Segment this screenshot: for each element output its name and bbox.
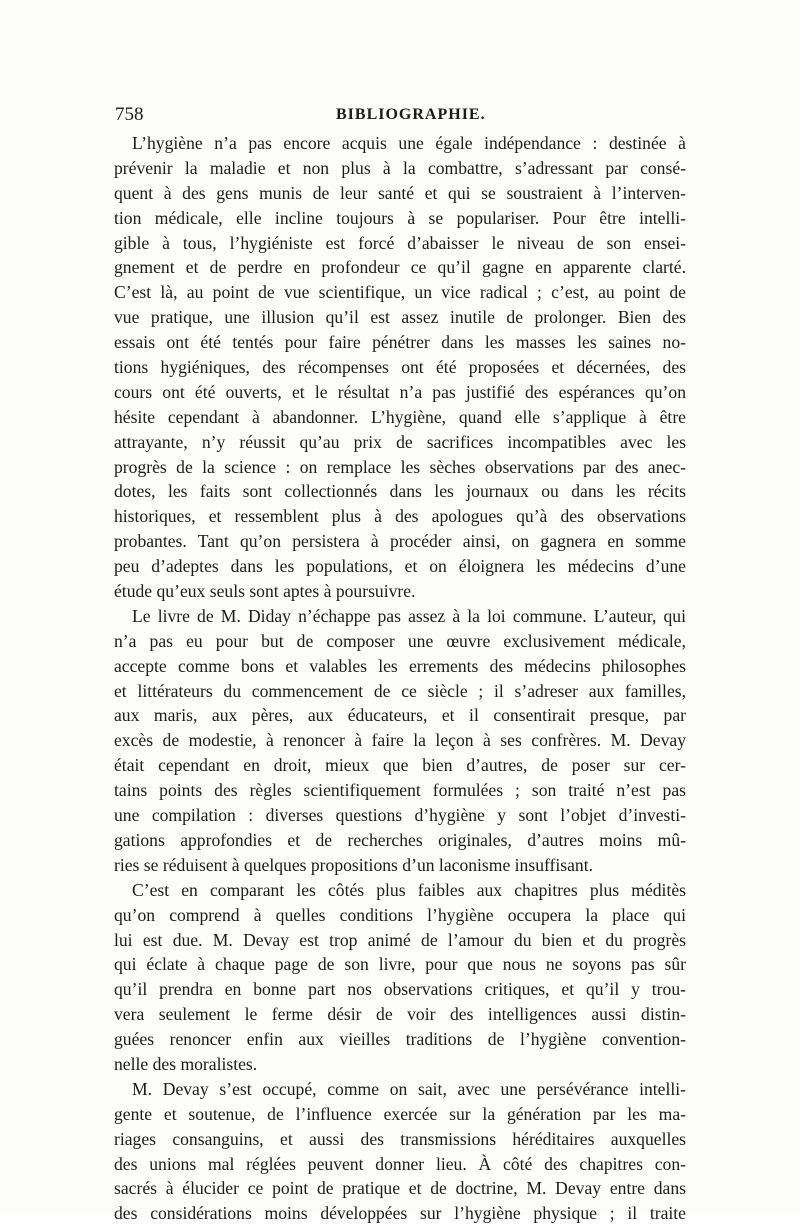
text-line: accepte comme bons et valables les errements des médecins philosophes [114, 655, 686, 676]
text-line: hésite cependant à abandonner. L’hygiène, quand elle s’applique à être [114, 406, 686, 427]
text-line: des considérations moins développées sur l’hygiène physique ; il traite [114, 1203, 686, 1224]
text-line: C’est là, au point de vue scientifique, un vice radical ; c’est, au point de [114, 282, 686, 303]
text-line: gible à tous, l’hygiéniste est forcé d’abaisser le niveau de son ensei- [114, 232, 686, 253]
text-line: quent à des gens munis de leur santé et qui se soustraient à l’interven- [114, 182, 686, 203]
text-line: dotes, les faits sont collectionnés dans les journaux ou dans les récits [114, 481, 686, 502]
text-line: tion médicale, elle incline toujours à se populariser. Pour être intelli- [114, 207, 686, 228]
text-line: étude qu’eux seuls sont aptes à poursuivre. [114, 581, 416, 602]
text-line: historiques, et ressemblent plus à des apologues qu’à des observations [114, 506, 686, 527]
text-line: sacrés à élucider ce point de pratique et de doctrine, M. Devay entre dans [114, 1178, 686, 1199]
text-line: gations approfondies et de recherches originales, d’autres moins mû- [114, 829, 686, 850]
text-line: lui est due. M. Devay est trop animé de l’amour du bien et du progrès [114, 929, 686, 950]
text-line: était cependant en droit, mieux que bien d’autres, de poser sur cer- [114, 755, 686, 776]
text-line: C’est en comparant les côtés plus faibles aux chapitres plus méditès [132, 879, 686, 900]
text-line: cours ont été ouverts, et le résultat n’a pas justifié des espérances qu’on [114, 381, 686, 402]
text-line: tains points des règles scientifiquement formulées ; son traité n’est pas [114, 780, 686, 801]
text-line: qu’il prendra en bonne part nos observations critiques, et qu’il y trou- [114, 979, 686, 1000]
text-line: n’a pas eu pour but de composer une œuvre exclusivement médicale, [114, 630, 686, 651]
page-header [115, 104, 685, 130]
text-line: tions hygiéniques, des récompenses ont été proposées et décernées, des [114, 357, 686, 378]
text-line: M. Devay s’est occupé, comme on sait, avec une persévérance intelli- [132, 1078, 686, 1099]
text-line: nelle des moralistes. [114, 1053, 258, 1074]
text-line: peu d’adeptes dans les populations, et on éloignera les médecins d’une [114, 556, 686, 577]
text-line: vue pratique, une illusion qu’il est assez inutile de prolonger. Bien des [114, 307, 686, 328]
text-line: gnement et de perdre en profondeur ce qu’il gagne en apparente clarté. [114, 257, 686, 278]
text-line: essais ont été tentés pour faire pénétrer dans les masses les saines no- [114, 332, 686, 353]
text-line: qu’on comprend à quelles conditions l’hygiène occupera la place qui [114, 904, 686, 925]
text-line: gente et soutenue, de l’influence exercée sur la génération par les ma- [114, 1103, 686, 1124]
text-line: attrayante, n’y réussit qu’au prix de sacrifices incompatibles avec les [114, 431, 686, 452]
text-line: probantes. Tant qu’on persistera à procéder ainsi, on gagnera en somme [114, 531, 686, 552]
text-line: des unions mal réglées peuvent donner lieu. À côté des chapitres con- [114, 1153, 686, 1174]
page-number: 758 [115, 104, 144, 125]
text-line: guées renoncer enfin aux vieilles traditions de l’hygiène convention- [114, 1029, 686, 1050]
text-line: progrès de la science : on remplace les sèches observations par des anec- [114, 456, 686, 477]
running-head: BIBLIOGRAPHIE. [336, 106, 486, 123]
text-line: aux maris, aux pères, aux éducateurs, et il consentirait presque, par [114, 705, 686, 726]
text-line: excès de modestie, à renoncer à faire la leçon à ses confrères. M. Devay [114, 730, 686, 751]
text-line: riages consanguins, et aussi des transmissions héréditaires auxquelles [114, 1128, 686, 1149]
body-text [114, 131, 686, 1226]
text-line: qui éclate à chaque page de son livre, pour que nous ne soyons pas sûr [114, 954, 686, 975]
text-line: Le livre de M. Diday n’échappe pas assez à la loi commune. L’auteur, qui [132, 605, 686, 626]
text-line: ries se réduisent à quelques propositions d’un laconisme insuffisant. [114, 854, 594, 875]
text-line: vera seulement le ferme désir de voir des intelligences aussi distin- [114, 1004, 686, 1025]
text-line: et littérateurs du commencement de ce siècle ; il s’adreser aux familles, [114, 680, 686, 701]
text-line: L’hygiène n’a pas encore acquis une égale indépendance : destinée à [132, 133, 686, 153]
text-line: prévenir la maladie et non plus à la combattre, s’adressant par consé- [114, 157, 686, 178]
text-line: une compilation : diverses questions d’hygiène y sont l’objet d’investi- [114, 805, 686, 826]
